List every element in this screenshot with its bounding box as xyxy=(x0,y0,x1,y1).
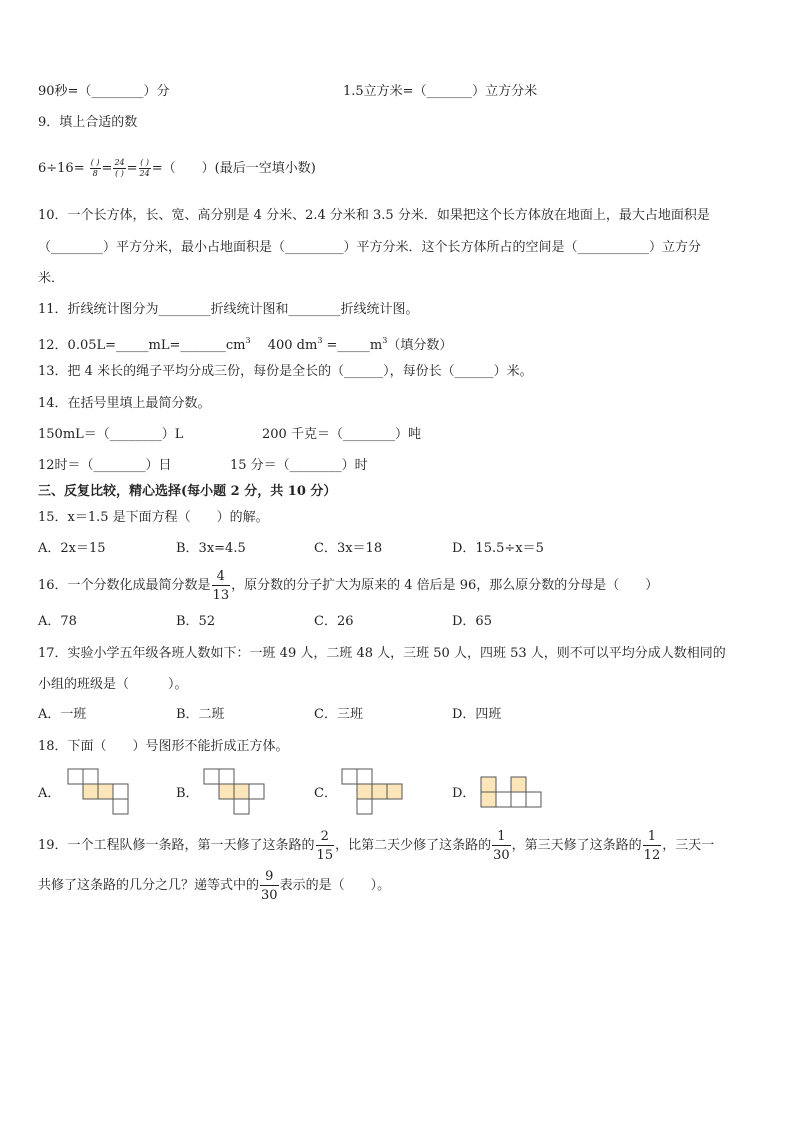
q19-line-2 xyxy=(38,868,390,904)
q16-fraction xyxy=(212,570,231,602)
q16-option-c[interactable]: C．26 xyxy=(314,614,354,629)
q18-label-a[interactable]: A． xyxy=(38,786,61,801)
q8-right-unit: ）立方分米 xyxy=(472,84,538,99)
net-b-square xyxy=(249,784,264,799)
q9-f1-num[interactable]: ( ) xyxy=(90,158,100,167)
q12-sup-1: 3 xyxy=(245,336,251,345)
q9-prefix: 6÷16= xyxy=(38,161,85,176)
q9-fraction-3 xyxy=(139,159,151,178)
q19-mid1: ，比第二天少修了这条路的 xyxy=(335,838,492,853)
q16-pre: 16．一个分数化成最简分数是 xyxy=(38,578,211,593)
net-c-square xyxy=(357,769,372,784)
q9-f3-num[interactable]: ( ) xyxy=(140,158,150,167)
q10-line-1: 10．一个长方体，长、宽、高分别是 4 分米、2.4 分米和 3.5 分米．如果把这个长方体放在地面上，最大占地面积是 xyxy=(38,208,710,223)
q16-frac-num: 4 xyxy=(212,570,231,586)
q19-f2-den: 30 xyxy=(493,847,510,863)
net-b-square xyxy=(219,769,234,784)
q9-eq1: = xyxy=(101,161,113,176)
net-c-square xyxy=(387,784,402,799)
net-c-square xyxy=(357,799,372,814)
q19-f4-den: 30 xyxy=(261,887,278,903)
q9-f2-num: 24 xyxy=(114,158,125,167)
q18-label-d[interactable]: D． xyxy=(452,786,476,801)
q17-line-2: 小组的班级是（ ）。 xyxy=(38,677,188,692)
q17-option-a[interactable]: A．一班 xyxy=(38,707,87,722)
q8-right xyxy=(343,83,537,101)
q19-f3-den: 12 xyxy=(643,847,661,863)
q19-pre: 19．一个工程队修一条路，第一天修了这条路的 xyxy=(38,838,315,853)
net-a-svg xyxy=(67,768,131,816)
q19-f1-den: 15 xyxy=(316,847,334,863)
q19-f1-num: 2 xyxy=(316,830,335,846)
q12-line xyxy=(38,332,452,355)
q8-right-blank[interactable]: _______ xyxy=(426,84,473,99)
net-d-square xyxy=(511,777,526,792)
q19-f3-num: 1 xyxy=(643,830,662,846)
q9-f2-den[interactable]: ( ) xyxy=(115,169,124,178)
q16-option-a[interactable]: A．78 xyxy=(38,614,77,629)
net-d-square xyxy=(526,792,541,807)
q12-blank-m3[interactable]: =_____m xyxy=(322,338,383,353)
q16-text xyxy=(38,568,658,604)
net-d-svg xyxy=(480,776,546,810)
q19-line-1 xyxy=(38,828,714,864)
q19-f4-num: 9 xyxy=(260,870,279,886)
q16-option-b[interactable]: B．52 xyxy=(176,614,216,629)
q19-fraction-3 xyxy=(643,830,662,862)
q14-b: 200 千克＝（________）吨 xyxy=(262,427,421,442)
net-d-figure[interactable] xyxy=(480,776,546,810)
q9-equation xyxy=(38,154,316,184)
net-b-figure[interactable] xyxy=(203,768,269,816)
net-a-square xyxy=(83,769,98,784)
q12-part-d: 400 dm xyxy=(250,338,318,353)
q17-option-c[interactable]: C．三班 xyxy=(314,707,363,722)
net-b-square xyxy=(219,784,234,799)
net-b-square xyxy=(234,784,249,799)
net-b-square xyxy=(234,799,249,814)
net-c-figure[interactable] xyxy=(341,768,407,816)
q14-a: 150mL＝（________）L xyxy=(38,427,184,442)
q8-left-question: 90秒=（ xyxy=(38,84,92,99)
q12-note: （填分数） xyxy=(387,338,453,353)
q16-frac-den: 13 xyxy=(212,587,230,603)
net-b-square xyxy=(204,769,219,784)
net-a-square xyxy=(83,784,98,799)
net-c-square xyxy=(357,784,372,799)
q9-suffix: =（ ）(最后一空填小数) xyxy=(151,161,316,176)
net-d-square xyxy=(481,792,496,807)
q8-line xyxy=(38,83,169,101)
q15-option-d[interactable]: D．15.5÷x＝5 xyxy=(452,541,544,556)
q19-post: ，三天一 xyxy=(662,838,715,853)
net-c-square xyxy=(342,769,357,784)
net-a-square xyxy=(113,799,128,814)
net-a-square xyxy=(68,769,83,784)
q15-option-a[interactable]: A．2x＝15 xyxy=(38,541,106,556)
q18-text: 18．下面（ ）号图形不能折成正方体。 xyxy=(38,739,289,754)
net-d-square xyxy=(511,792,526,807)
q10-line-3: 米． xyxy=(38,271,65,286)
q15-option-b[interactable]: B．3x=4.5 xyxy=(176,541,246,556)
q19-fraction-2 xyxy=(492,830,511,862)
q14-title: 14．在括号里填上最简分数。 xyxy=(38,396,211,411)
q17-line-1: 17．实验小学五年级各班人数如下：一班 49 人，二班 48 人，三班 50 人，四班 53 人，则不可以平均分成人数相同的 xyxy=(38,646,726,661)
q8-left-unit: ）分 xyxy=(143,84,170,99)
q19-line2-pre: 共修了这条路的几分之几？递等式中的 xyxy=(38,878,260,893)
q16-post: ，原分数的分子扩大为原来的 4 倍后是 96，那么原分数的分母是（ ） xyxy=(231,578,659,593)
q12-sup-3: 3 xyxy=(382,336,388,345)
net-c-square xyxy=(372,784,387,799)
q16-option-d[interactable]: D．65 xyxy=(452,614,492,629)
net-a-square xyxy=(98,784,113,799)
q9-f1-den: 8 xyxy=(92,169,98,178)
net-a-square xyxy=(113,784,128,799)
net-b-svg xyxy=(203,768,269,816)
q8-right-question: 1.5立方米=（ xyxy=(343,84,427,99)
q19-mid2: ，第三天修了这条路的 xyxy=(511,838,642,853)
q9-fraction-1 xyxy=(90,159,101,178)
q14-c: 12时＝（________）日 xyxy=(38,458,172,473)
q9-f3-den: 24 xyxy=(139,169,150,178)
q13-text: 13．把 4 米长的绳子平均分成三份，每份是全长的（______），每份长（______）米。 xyxy=(38,364,533,379)
q19-fraction-1 xyxy=(316,830,335,862)
q18-label-c[interactable]: C． xyxy=(314,786,337,801)
net-c-svg xyxy=(341,768,407,816)
q8-left-blank[interactable]: ________ xyxy=(91,84,144,99)
q19-f2-num: 1 xyxy=(492,830,511,846)
q19-fraction-4 xyxy=(260,870,279,902)
q19-line2-post: 表示的是（ ）。 xyxy=(279,878,391,893)
q9-title: 9．填上合适的数 xyxy=(38,115,138,130)
q17-option-b[interactable]: B．二班 xyxy=(176,707,225,722)
q15-option-c[interactable]: C．3x＝18 xyxy=(314,541,383,556)
q12-sup-2: 3 xyxy=(317,336,323,345)
net-d-square xyxy=(481,777,496,792)
section-3-title: 三、反复比较，精心选择(每小题 2 分，共 10 分） xyxy=(38,484,337,499)
q15-text: 15．x＝1.5 是下面方程（ ）的解。 xyxy=(38,510,269,525)
q17-option-d[interactable]: D．四班 xyxy=(452,707,502,722)
net-d-square xyxy=(496,792,511,807)
q14-d: 15 分＝（________）时 xyxy=(230,458,368,473)
q12-blank-ml[interactable]: _____mL= xyxy=(116,338,181,353)
q9-eq2: = xyxy=(126,161,138,176)
q10-line-2: （________）平方分米，最小占地面积是（_________）平方分米．这个长方体所占的空间是（___________）立方分 xyxy=(38,240,702,255)
net-a-figure[interactable] xyxy=(67,768,131,816)
q12-blank-cm3[interactable]: _______cm xyxy=(180,338,246,353)
q12-part-a: 12．0.05L= xyxy=(38,338,117,353)
q9-fraction-2 xyxy=(113,159,125,178)
q11-text: 11．折线统计图分为________折线统计图和________折线统计图。 xyxy=(38,302,419,317)
q18-label-b[interactable]: B． xyxy=(176,786,199,801)
